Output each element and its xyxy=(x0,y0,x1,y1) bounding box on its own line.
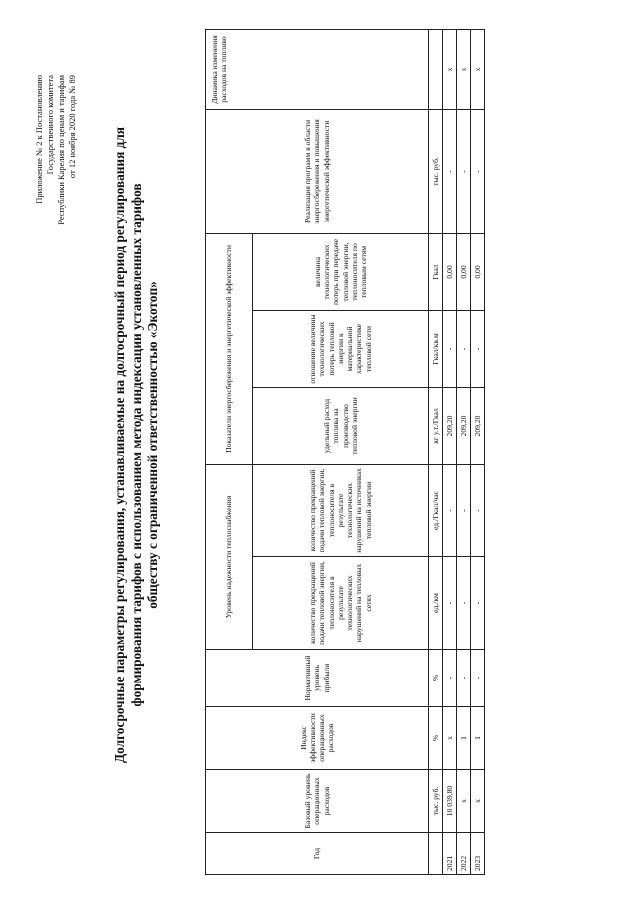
year-cell: 2023 xyxy=(471,833,485,875)
header-fuel-rate: удельный расход топлива на производство тепловой энергии xyxy=(253,388,429,465)
header-network-interruptions: количество прекращений подачи тепловой энергии, теплоносителя в результате технологических нарушений на тепловых сетях xyxy=(253,557,429,650)
data-cell: - xyxy=(471,650,485,707)
data-cell: x xyxy=(443,29,457,109)
data-cell: x xyxy=(457,29,471,109)
data-cell: x xyxy=(471,770,485,833)
data-cell: x xyxy=(471,29,485,109)
data-cell: - xyxy=(471,109,485,233)
approval-line: от 12 ноября 2020 года № 89 xyxy=(67,75,77,179)
data-cell: 1 xyxy=(457,707,471,770)
table-row xyxy=(457,29,471,874)
data-cell: x xyxy=(457,770,471,833)
approval-line: Государственного комитета xyxy=(45,75,55,175)
header-group-reliability: Уровень надежности теплоснабжения xyxy=(206,465,253,650)
header-normative-profit: Нормативный уровень прибыли xyxy=(206,650,429,707)
data-cell: - xyxy=(457,465,471,557)
unit-cell: ед./Гкал/час xyxy=(429,465,443,557)
data-cell: x xyxy=(443,707,457,770)
data-cell: - xyxy=(443,109,457,233)
data-cell: - xyxy=(457,109,471,233)
data-cell: - xyxy=(471,557,485,650)
unit-cell: % xyxy=(429,650,443,707)
data-cell: 209,20 xyxy=(457,388,471,465)
header-loss-ratio: отношение величины технологических потерь тепловой энергии к материальной характеристике тепловой сети xyxy=(253,311,429,388)
document-title xyxy=(112,75,162,815)
title-line: обществу с ограниченной ответственностью «Экотоп» xyxy=(145,281,160,609)
unit-cell: кг у.т./Гкал xyxy=(429,388,443,465)
data-cell: 0,00 xyxy=(457,233,471,310)
data-cell: - xyxy=(457,311,471,388)
header-efficiency-index: Индекс эффективности операционных расходов xyxy=(206,707,429,770)
data-cell: - xyxy=(457,557,471,650)
data-cell: 209,20 xyxy=(471,388,485,465)
data-cell: - xyxy=(443,650,457,707)
data-cell: - xyxy=(443,465,457,557)
header-fuel-dynamics: Динамика изменения расходов на топливо xyxy=(206,29,429,109)
data-cell: - xyxy=(443,557,457,650)
data-cell: 0,00 xyxy=(471,233,485,310)
unit-cell: Гкал/кв.м xyxy=(429,311,443,388)
header-base-level: Базовый уровень операционных расходов xyxy=(206,770,429,833)
data-cell: - xyxy=(471,311,485,388)
unit-cell xyxy=(429,29,443,109)
year-cell: 2022 xyxy=(457,833,471,875)
header-group-energy: Показатели энергосбережения и энергетической эффективности xyxy=(206,233,253,464)
title-line: формирования тарифов с использованием метода индексации установленных тарифов xyxy=(128,183,144,707)
data-cell: 1 xyxy=(471,707,485,770)
title-line: Долгосрочные параметры регулирования, устанавливаемые на долгосрочный период регулирования для xyxy=(112,127,127,763)
data-cell: - xyxy=(471,465,485,557)
unit-cell: тыс. руб. xyxy=(429,109,443,233)
data-cell: 209,20 xyxy=(443,388,457,465)
data-cell: - xyxy=(443,311,457,388)
data-cell: 10 039,80 xyxy=(443,770,457,833)
unit-cell: % xyxy=(429,707,443,770)
approval-line: Приложение № 2 к Постановлению xyxy=(34,75,44,204)
parameters-table xyxy=(205,29,485,875)
unit-cell: ед./км xyxy=(429,557,443,650)
year-cell: 2021 xyxy=(443,833,457,875)
header-year: Год xyxy=(206,833,429,875)
approval-stamp xyxy=(34,75,78,395)
header-source-interruptions: количество прекращений подачи тепловой энергии, теплоносителя в результате технологических нарушений на источниках тепловой энергии xyxy=(253,465,429,557)
units-row xyxy=(429,29,443,874)
unit-cell xyxy=(429,833,443,875)
header-loss-value: величина технологических потерь при передаче тепловой энергии, теплоносителя по тепловым сетям xyxy=(253,233,429,310)
data-cell: - xyxy=(457,650,471,707)
document-page xyxy=(20,15,630,885)
unit-cell: Гкал xyxy=(429,233,443,310)
table-row xyxy=(443,29,457,874)
unit-cell: тыс. руб. xyxy=(429,770,443,833)
data-cell: 0,00 xyxy=(443,233,457,310)
header-programs: Реализация программ в области энергосбережения и повышения энергетической эффективности xyxy=(206,109,429,233)
approval-line: Республики Карелия по ценам и тарифам xyxy=(56,75,66,225)
table-row xyxy=(471,29,485,874)
